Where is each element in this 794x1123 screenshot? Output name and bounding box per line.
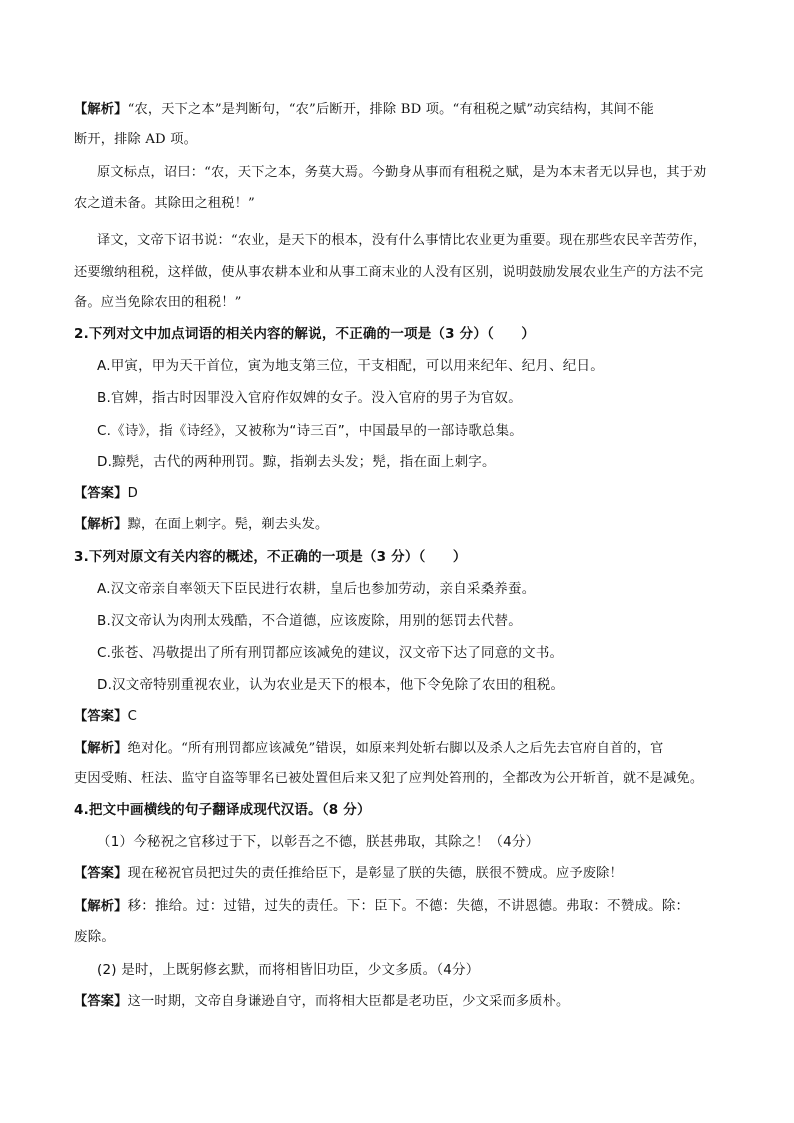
jiexi-tag: 【解析】 <box>74 517 128 532</box>
jiexi-text: 移：推给。过：过错，过失的责任。下：臣下。不德：失德，不讲恩德。弗取：不赞成。除： <box>127 898 690 914</box>
answer-value: D <box>127 486 138 501</box>
original-punctuation: 原文标点，诏曰：“农，天下之本，务莫大焉。今勤身从事而有租税之赋，是为本末者无以异也，其于劝 <box>97 165 707 180</box>
answer-tag: 【答案】 <box>74 866 128 881</box>
jiexi-line <box>74 101 724 119</box>
question-4-sentence-1: （1）今秘祝之官移过于下，以彰吾之不德，朕甚弗取，其除之！（4分） <box>97 834 540 850</box>
translation-text: 译文，文帝下诏书说：“农业，是天下的根本，没有什么事情比农业更为重要。现在那些农民辛苦劳作， <box>97 233 707 248</box>
jiexi-tag: 【解析】 <box>74 899 128 914</box>
question-3-stem: 3.下列对原文有关内容的概述，不正确的一项是（3 分）（ ） <box>74 549 467 565</box>
question-4-jiexi-1 <box>74 897 724 916</box>
jiexi-text: 吏因受贿、枉法、监守自盗等罪名已被处置但后来又犯了应判处笞刑的，全都改为公开斩首，就不是减免。 <box>74 771 704 786</box>
original-punctuation: 农之道未备。其除田之租税！” <box>74 196 255 211</box>
answer-value: 现在秘祝官员把过失的责任推给臣下，是彰显了朕的失德，朕很不赞成。应予废除！ <box>127 866 623 881</box>
jiexi-tag: 【解析】 <box>74 102 128 117</box>
answer-tag: 【答案】 <box>74 994 128 1009</box>
question-4-answer-2 <box>74 993 724 1011</box>
jiexi-tag: 【解析】 <box>74 741 128 756</box>
question-3-option-c: C.张苍、冯敬提出了所有刑罚都应该减免的建议，汉文帝下达了同意的文书。 <box>97 645 564 661</box>
answer-value: C <box>127 709 137 724</box>
question-2-stem: 2.下列对文中加点词语的相关内容的解说，不正确的一项是（3 分）（ ） <box>74 326 536 342</box>
question-3-option-a: A.汉文帝亲自率领天下臣民进行农耕，皇后也参加劳动，亲自采桑养蚕。 <box>97 581 536 597</box>
answer-tag: 【答案】 <box>74 709 128 724</box>
question-3-answer <box>74 708 724 726</box>
translation-text: 还要缴纳租税，这样做，使从事农耕本业和从事工商末业的人没有区别，说明鼓励发展农业生产的方法不完 <box>74 265 704 280</box>
question-2-option-c: C.《诗》，指《诗经》，又被称为“诗三百”，中国最早的一部诗歌总集。 <box>97 423 524 439</box>
question-4-stem: 4.把文中画横线的句子翻译成现代汉语。（8 分） <box>74 802 371 818</box>
answer-value: 这一时期，文帝自身谦逊自守，而将相大臣都是老功臣，少文采而多质朴。 <box>127 994 570 1009</box>
jiexi-text: 废除。 <box>74 929 116 945</box>
translation-text: 备。应当免除农田的租税！” <box>74 295 242 310</box>
answer-tag: 【答案】 <box>74 486 128 501</box>
question-2-answer <box>74 485 724 503</box>
question-2-option-d: D.黥髡，古代的两种刑罚。黥，指剃去头发；髡，指在面上刺字。 <box>97 454 496 470</box>
jiexi-text: “农，天下之本”是判断句，“农”后断开，排除 BD 项。“有租税之赋”动宾结构，其间不能 <box>127 102 654 117</box>
question-2-option-b: B.官婢，指古时因罪没入官府作奴婢的女子。没入官府的男子为官奴。 <box>97 390 522 406</box>
jiexi-text: 断开，排除 AD 项。 <box>74 132 197 147</box>
question-2-option-a: A.甲寅，甲为天干首位，寅为地支第三位，干支相配，可以用来纪年、纪月、纪日。 <box>97 358 604 374</box>
question-4-answer-1 <box>74 865 724 883</box>
jiexi-text: 黥，在面上刺字。髡，剃去头发。 <box>127 517 329 532</box>
question-4-sentence-2: (2) 是时，上既躬修玄默，而将相皆旧功臣，少文多质。（4分） <box>97 962 480 978</box>
jiexi-text: 绝对化。“所有刑罚都应该减免”错误，如原来判处斩右脚以及杀人之后先去官府自首的，官 <box>127 741 664 756</box>
question-2-jiexi <box>74 516 724 534</box>
question-3-option-b: B.汉文帝认为肉刑太残酷，不合道德，应该废除，用别的惩罚去代替。 <box>97 613 522 629</box>
question-3-option-d: D.汉文帝特别重视农业，认为农业是天下的根本，他下令免除了农田的租税。 <box>97 677 565 693</box>
question-3-jiexi <box>74 740 724 758</box>
